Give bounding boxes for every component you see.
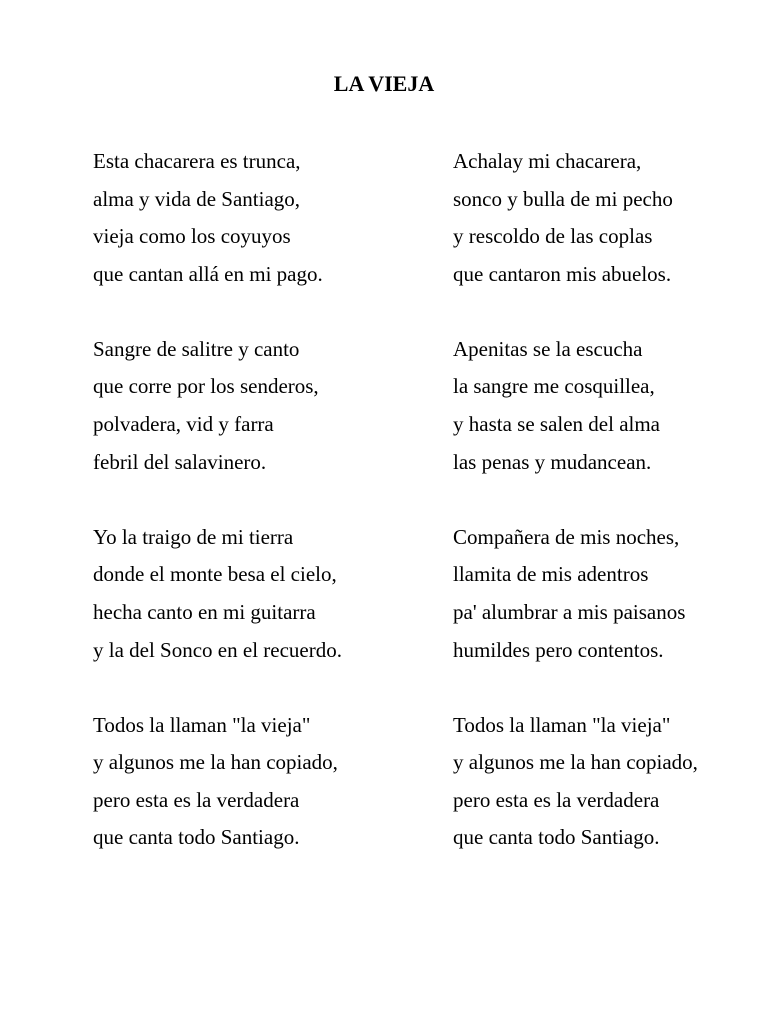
poem-title: LA VIEJA xyxy=(333,71,435,96)
verse-line: pero esta es la verdadera xyxy=(453,787,660,812)
verse-line: humildes pero contentos. xyxy=(453,637,664,662)
verse-line: y algunos me la han copiado, xyxy=(93,750,338,775)
verse-line: vieja como los coyuyos xyxy=(93,224,291,249)
verse-line: alma y vida de Santiago, xyxy=(93,186,301,211)
verse-line: febril del salavinero. xyxy=(93,449,267,474)
verse-line: pero esta es la verdadera xyxy=(93,787,300,812)
verse-line: las penas y mudancean. xyxy=(453,449,652,474)
stanza xyxy=(93,707,342,857)
stanza xyxy=(453,519,698,669)
verse-line: que canta todo Santiago. xyxy=(93,825,300,850)
left-column xyxy=(93,143,342,895)
verse-line: llamita de mis adentros xyxy=(453,562,649,587)
verse-line: sonco y bulla de mi pecho xyxy=(453,186,673,211)
verse-line: que canta todo Santiago. xyxy=(453,825,660,850)
stanza xyxy=(93,519,342,669)
verse-line: hecha canto en mi guitarra xyxy=(93,599,316,624)
verse-line: donde el monte besa el cielo, xyxy=(93,562,337,587)
verse-line: Sangre de salitre y canto xyxy=(93,336,300,361)
stanza xyxy=(93,143,342,293)
right-column xyxy=(453,143,698,895)
verse-line: y hasta se salen del alma xyxy=(453,412,661,437)
verse-line: Achalay mi chacarera, xyxy=(453,149,642,173)
verse-line: la sangre me cosquillea, xyxy=(453,374,655,399)
verse-line: que cantaron mis abuelos. xyxy=(453,261,672,286)
verse-line: Todos la llaman "la vieja" xyxy=(93,712,311,737)
stanza xyxy=(453,143,698,293)
verse-line: Apenitas se la escucha xyxy=(453,336,643,361)
verse-line: polvadera, vid y farra xyxy=(93,412,274,437)
verse-line: que cantan allá en mi pago. xyxy=(93,261,323,286)
verse-line: Yo la traigo de mi tierra xyxy=(93,524,294,549)
stanza xyxy=(453,331,698,481)
stanza xyxy=(453,707,698,857)
stanza xyxy=(93,331,342,481)
verse-line: y la del Sonco en el recuerdo. xyxy=(93,637,342,662)
verse-line: Esta chacarera es trunca, xyxy=(93,149,301,173)
verse-line: Todos la llaman "la vieja" xyxy=(453,712,671,737)
verse-line: Compañera de mis noches, xyxy=(453,524,680,549)
verse-line: y algunos me la han copiado, xyxy=(453,750,698,775)
verse-line: y rescoldo de las coplas xyxy=(453,224,653,249)
verse-line: que corre por los senderos, xyxy=(93,374,319,399)
verse-line: pa' alumbrar a mis paisanos xyxy=(453,599,686,624)
